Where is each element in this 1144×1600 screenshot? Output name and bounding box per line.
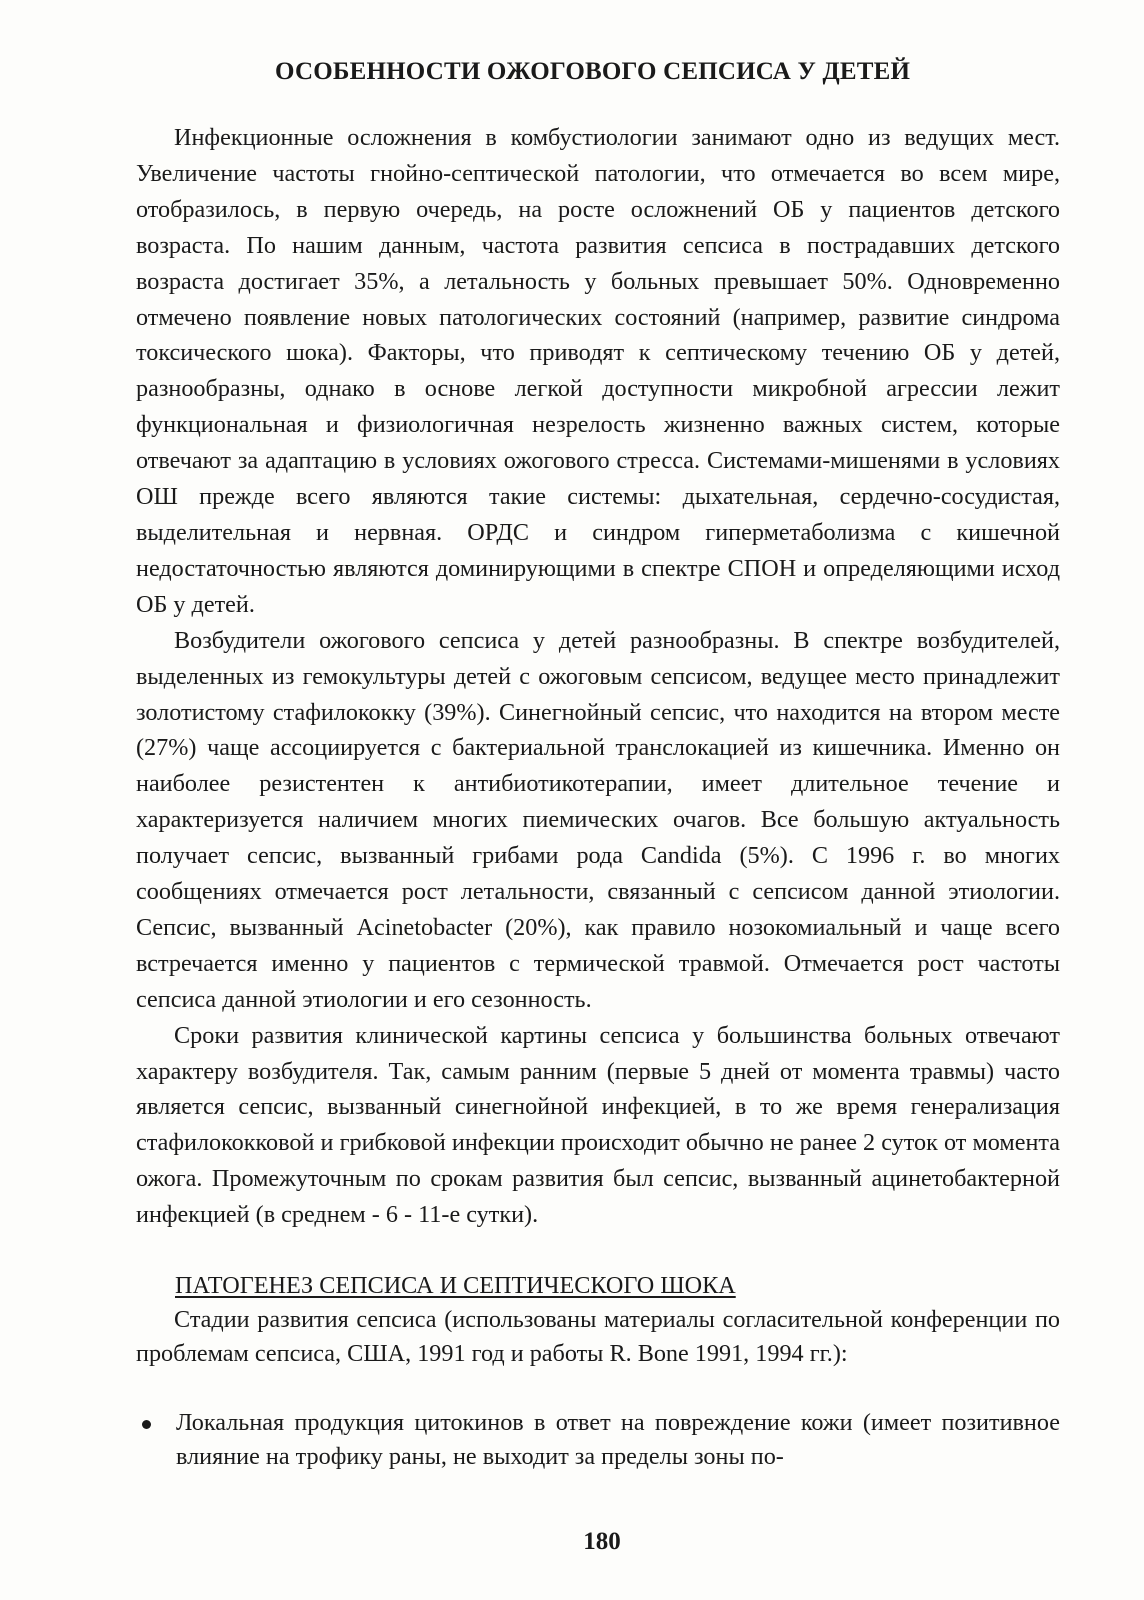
bullet-icon <box>142 1420 151 1429</box>
section-intro: Стадии развития сепсиса (использованы материалы согласительной конференции по проблемам сепсиса, США, 1991 год и работы R. Bone 1991, 1994 гг.): <box>136 1306 1060 1367</box>
list-item-text: Локальная продукция цитокинов в ответ на повреждение кожи (имеет позитивное влияние на трофику раны, не выходит за пределы зоны по- <box>176 1409 1060 1470</box>
page-title: ОСОБЕННОСТИ ОЖОГОВОГО СЕПСИСА У ДЕТЕЙ <box>275 58 911 85</box>
paragraph: Возбудители ожогового сепсиса у детей разнообразны. В спектре возбудителей, выделенных из гемокультуры детей с ожоговым сепсисом, ведущее место принадлежит золотистому стафилококку (39%). Синегнойный сепсис, что находится на втором месте (27%) чаще ассоциируется с бактериальной транслокацией из кишечника. Именно он наиболее резистентен к антибиотикотерапии, имеет длительное течение и характеризуется наличием многих пиемических очагов. Все большую актуальность получает сепсис, вызванный грибами рода Candida (5%). С 1996 г. во многих сообщениях отмечается рост летальности, связанный с сепсисом данной этиологии. Сепсис, вызванный Acinetobacter (20%), как правило нозокомиальный и чаще всего встречается именно у пациентов с термической травмой. Отмечается рост частоты сепсиса данной этиологии и его сезонность. <box>136 626 1060 1013</box>
section-intro-block <box>136 1303 1060 1370</box>
section-heading: ПАТОГЕНЕЗ СЕПСИСА И СЕПТИЧЕСКОГО ШОКА <box>175 1272 736 1299</box>
bullet-list <box>136 1406 1060 1473</box>
list-item <box>136 1406 1060 1473</box>
body-text <box>136 120 1060 1233</box>
page-number: 180 <box>583 1528 621 1555</box>
paragraph: Инфекционные осложнения в комбустиологии занимают одно из ведущих мест. Увеличение частоты гнойно-септической патологии, что отмечается во всем мире, отобразилось, в первую очередь, на росте осложнений ОБ у пациентов детского возраста. По нашим данным, частота развития сепсиса в пострадавших детского возраста достигает 35%, а летальность у больных превышает 50%. Одновременно отмечено появление новых патологических состояний (например, развитие синдрома токсического шока). Факторы, что приводят к септическому течению ОБ у детей, разнообразны, однако в основе легкой доступности микробной агрессии лежит функциональная и физиологичная незрелость жизненно важных систем, которые отвечают за адаптацию в условиях ожогового стресса. Системами-мишенями в условиях ОШ прежде всего являются такие системы: дыхательная, сердечно-сосудистая, выделительная и нервная. ОРДС и синдром гиперметаболизма с кишечной недостаточностью являются доминирующими в спектре СПОН и определяющими исход ОБ у детей. <box>136 124 1060 618</box>
paragraph: Сроки развития клинической картины сепсиса у большинства больных отвечают характеру возбудителя. Так, самым ранним (первые 5 дней от момента травмы) часто является сепсис, вызванный синегнойной инфекцией, в то же время генерализация стафилококковой и грибковой инфекции происходит обычно не ранее 2 суток от момента ожога. Промежуточным по срокам развития был сепсис, вызванный ацинетобактерной инфекцией (в среднем - 6 - 11-е сутки). <box>136 1021 1060 1229</box>
